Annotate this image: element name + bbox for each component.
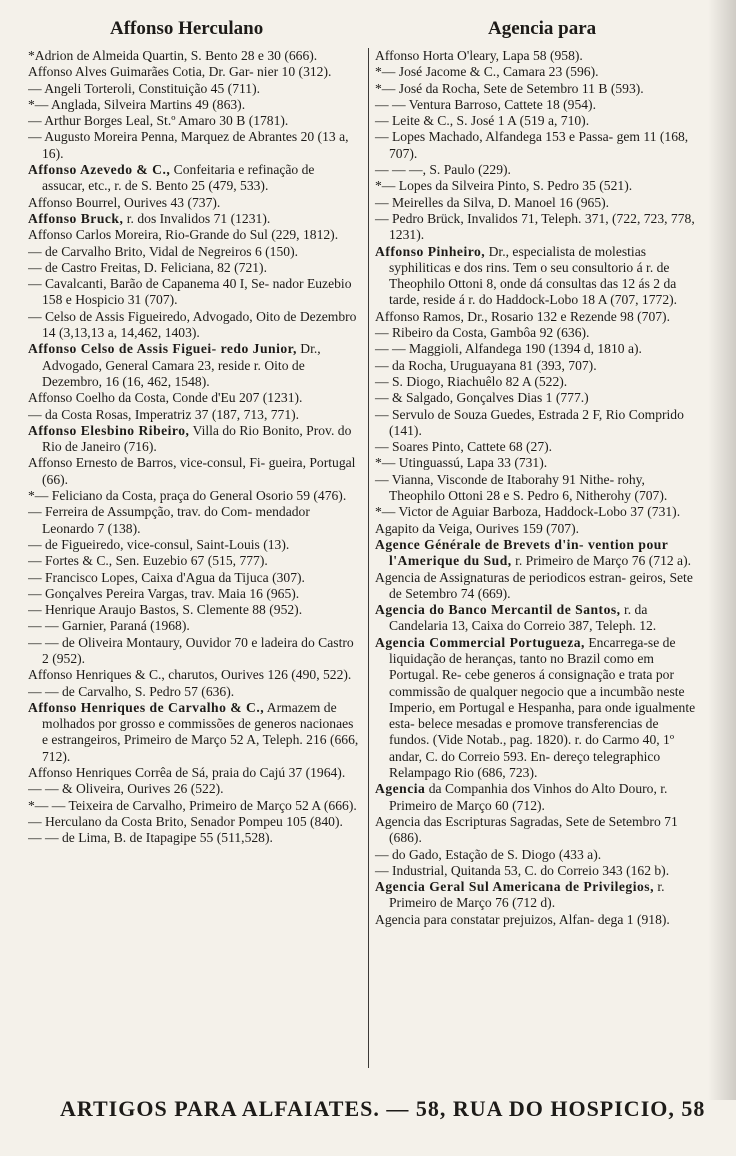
directory-entry xyxy=(28,113,360,129)
directory-entry xyxy=(28,455,360,488)
entry-text: — & Salgado, Gonçalves Dias 1 (777.) xyxy=(375,390,589,406)
directory-entry xyxy=(375,879,701,912)
entry-text: — Pedro Brück, Invalidos 71, Teleph. 371, (722, 723, 778, 1231). xyxy=(375,210,695,243)
entry-text: — da Rocha, Uruguayana 81 (393, 707). xyxy=(375,357,597,373)
entry-text: — — —, S. Paulo (229). xyxy=(375,162,511,178)
entry-text: da Companhia dos Vinhos do Alto Douro, r. Primeiro de Março 60 (712). xyxy=(389,781,668,813)
directory-entry xyxy=(375,781,701,814)
directory-entry xyxy=(28,700,360,765)
directory-entry xyxy=(28,309,360,342)
entry-text: *— — Teixeira de Carvalho, Primeiro de Março 52 A (666). xyxy=(28,797,357,813)
directory-entry xyxy=(375,178,701,194)
entry-text: — do Gado, Estação de S. Diogo (433 a). xyxy=(375,846,602,862)
entry-text: — da Costa Rosas, Imperatriz 37 (187, 713, 771). xyxy=(28,406,300,422)
directory-entry xyxy=(28,635,360,668)
directory-entry xyxy=(28,586,360,602)
entry-text: Encarrega-se de liquidação de heranças, tanto no Brazil como em Portugal. Re- cebe generos á consignação e trata por commissão de qualquer negocio que a incumbão neste Imperio, em Portugal e Hespanha, para onde igualmente esta- belece mesadas e promove transferencias de fundos. (Vide Notab., pag. 1820). r. do Carmo 40, 1º andar, C. do Correio 593. En- dereço telegraphico Relampago Rio (686, 723). xyxy=(389,634,696,781)
entry-text: — de Carvalho Brito, Vidal de Negreiros 6 (150). xyxy=(28,243,298,259)
directory-entry xyxy=(375,309,701,325)
directory-entry xyxy=(375,341,701,357)
entry-text: *— José Jacome & C., Camara 23 (596). xyxy=(375,64,599,80)
entry-text: *Adrion de Almeida Quartin, S. Bento 28 e 30 (666). xyxy=(28,48,318,63)
directory-entry xyxy=(375,162,701,178)
directory-entry xyxy=(375,407,701,440)
entry-name-bold: Affonso Pinheiro, xyxy=(375,243,486,259)
entry-text: r. Primeiro de Março 76 (712 a). xyxy=(511,553,692,569)
directory-entry xyxy=(28,129,360,162)
entry-text: Agencia das Escripturas Sagradas, Sete de Setembro 71 (686). xyxy=(375,813,678,846)
entry-text: — — & Oliveira, Ourives 26 (522). xyxy=(28,781,224,797)
entry-text: Villa do Rio Bonito, Prov. do Rio de Janeiro (716). xyxy=(42,422,352,455)
running-head-right: Agencia para xyxy=(488,18,597,39)
entry-text: — Lopes Machado, Alfandega 153 e Passa- gem 11 (168, 707). xyxy=(375,129,689,161)
directory-entry xyxy=(375,390,701,406)
directory-entry xyxy=(375,97,701,113)
running-head-left: Affonso Herculano xyxy=(110,18,264,39)
footer-advertisement: ARTIGOS PARA ALFAIATES. — 58, RUA DO HOSPICIO, 58 xyxy=(60,1096,706,1121)
directory-entry xyxy=(375,113,701,129)
entry-text: — de Castro Freitas, D. Feliciana, 82 (721). xyxy=(28,259,267,275)
entry-text: Agapito da Veiga, Ourives 159 (707). xyxy=(375,520,579,536)
entry-text: r. da Candelaria 13, Caixa do Correio 387, Teleph. 12. xyxy=(389,602,657,634)
entry-text: Dr., Advogado, General Camara 23, reside r. Oito de Dezembro, 16 (16, 462, 1548). xyxy=(42,341,321,389)
directory-entry xyxy=(375,814,701,847)
entry-text: — Celso de Assis Figueiredo, Advogado, Oito de Dezembro 14 (3,13,13 a, 14,462, 1403). xyxy=(28,308,357,341)
right-column xyxy=(368,48,701,1068)
directory-entry xyxy=(28,423,360,456)
directory-entry xyxy=(375,537,701,570)
entry-text: — — Garnier, Paraná (1968). xyxy=(28,618,190,634)
directory-entry xyxy=(28,618,360,634)
entry-text: Agencia para constatar prejuizos, Alfan- dega 1 (918). xyxy=(375,911,670,927)
directory-entry xyxy=(28,227,360,243)
directory-entry xyxy=(28,570,360,586)
directory-entry xyxy=(28,537,360,553)
directory-entry xyxy=(28,276,360,309)
entry-text: — Ribeiro da Costa, Gambôa 92 (636). xyxy=(375,325,590,341)
left-column xyxy=(28,48,360,1068)
entry-text: Affonso Bourrel, Ourives 43 (737). xyxy=(28,194,221,210)
directory-entry xyxy=(28,765,360,781)
entry-text: — Francisco Lopes, Caixa d'Agua da Tijuca (307). xyxy=(28,569,305,585)
directory-entry xyxy=(375,64,701,80)
entry-name-bold: Agence Générale de Brevets d'in- vention pour l'Amerique du Sud, xyxy=(375,536,669,569)
entry-name-bold: Agencia Commercial Portugueza, xyxy=(375,634,585,650)
entry-text: Affonso Ernesto de Barros, vice-consul, Fi- gueira, Portugal (66). xyxy=(28,455,356,487)
entry-name-bold: Affonso Azevedo & C., xyxy=(28,162,171,178)
entry-text: Affonso Alves Guimarães Cotia, Dr. Gar- nier 10 (312). xyxy=(28,64,332,80)
directory-entry xyxy=(375,570,701,603)
directory-entry xyxy=(28,830,360,846)
directory-entry xyxy=(28,684,360,700)
directory-entry xyxy=(375,455,701,471)
entry-text: — — Maggioli, Alfandega 190 (1394 d, 1810 a). xyxy=(375,341,642,357)
directory-entry xyxy=(28,341,360,390)
entry-name-bold: Agencia do Banco Mercantil de Santos, xyxy=(375,602,621,618)
directory-entry xyxy=(28,553,360,569)
page-header xyxy=(26,14,726,44)
entry-text: Affonso Henriques & C., charutos, Ourives 126 (490, 522). xyxy=(28,667,352,683)
entry-text: *— Feliciano da Costa, praça do General Osorio 59 (476). xyxy=(28,488,347,504)
directory-entry xyxy=(28,244,360,260)
entry-text: Affonso Ramos, Dr., Rosario 132 e Rezende 98 (707). xyxy=(375,308,670,324)
directory-entry xyxy=(28,407,360,423)
entry-text: Affonso Henriques Corrêa de Sá, praia do Cajú 37 (1964). xyxy=(28,765,346,781)
entry-text: — — Ventura Barroso, Cattete 18 (954). xyxy=(375,96,596,112)
entry-text: — Ferreira de Assumpção, trav. do Com- mendador Leonardo 7 (138). xyxy=(28,504,310,536)
directory-entry xyxy=(375,635,701,782)
directory-entry xyxy=(28,814,360,830)
directory-entry xyxy=(375,81,701,97)
directory-entry xyxy=(375,863,701,879)
directory-entry xyxy=(28,602,360,618)
directory-entry xyxy=(375,439,701,455)
entry-text: *— Lopes da Silveira Pinto, S. Pedro 35 (521). xyxy=(375,178,633,194)
directory-entry xyxy=(375,211,701,244)
entry-text: *— Anglada, Silveira Martins 49 (863). xyxy=(28,96,246,112)
directory-entry xyxy=(375,244,701,309)
directory-entry xyxy=(28,81,360,97)
directory-entry xyxy=(28,211,360,227)
entry-text: — Meirelles da Silva, D. Manoel 16 (965). xyxy=(375,194,610,210)
entry-text: — Angeli Torteroli, Constituição 45 (711). xyxy=(28,80,261,96)
directory-entry xyxy=(28,390,360,406)
entry-text: — Vianna, Visconde de Itaborahy 91 Nithe- rohy, Theophilo Ottoni 28 e S. Pedro 6, Nitherohy (707). xyxy=(375,471,668,504)
directory-entry xyxy=(28,162,360,195)
entry-text: Affonso Carlos Moreira, Rio-Grande do Sul (229, 1812). xyxy=(28,227,339,243)
entry-text: — — de Lima, B. de Itapagipe 55 (511,528). xyxy=(28,830,273,846)
entry-text: *— José da Rocha, Sete de Setembro 11 B (593). xyxy=(375,80,644,96)
directory-entry xyxy=(28,64,360,80)
directory-entry xyxy=(375,358,701,374)
entry-text: Agencia de Assignaturas de periodicos estran- geiros, Sete de Setembro 74 (669). xyxy=(375,569,693,601)
entry-name-bold: Affonso Elesbino Ribeiro, xyxy=(28,422,190,438)
entry-text: — Herculano da Costa Brito, Senador Pompeu 105 (840). xyxy=(28,813,343,829)
entry-text: — Leite & C., S. José 1 A (519 a, 710). xyxy=(375,113,590,129)
entry-text: r. dos Invalidos 71 (1231). xyxy=(123,210,271,226)
entry-name-bold: Affonso Celso de Assis Figuei- redo Junior, xyxy=(28,341,297,357)
entry-name-bold: Agencia Geral Sul Americana de Privilegios, xyxy=(375,879,654,895)
directory-entry xyxy=(375,521,701,537)
entry-text: — Arthur Borges Leal, St.º Amaro 30 B (1781). xyxy=(28,113,289,129)
entry-text: — Industrial, Quitanda 53, C. do Correio 343 (162 b). xyxy=(375,862,670,878)
entry-text: Confeitaria e refinação de assucar, etc., r. de S. Bento 25 (479, 533). xyxy=(42,162,315,194)
directory-entry xyxy=(28,97,360,113)
directory-entry xyxy=(375,129,701,162)
page-edge-shadow xyxy=(708,0,736,1100)
entry-text: Armazem de molhados por grosso e commissões de generos nacionaes e estrangeiros, Primeiro de Março 52 A, Teleph. 216 (666, 712). xyxy=(42,699,359,764)
directory-entry xyxy=(375,847,701,863)
directory-entry xyxy=(28,667,360,683)
directory-entry xyxy=(375,504,701,520)
entry-text: — — de Oliveira Montaury, Ouvidor 70 e ladeira do Castro 2 (952). xyxy=(28,634,354,666)
directory-entry xyxy=(375,374,701,390)
entry-text: *— Utinguassú, Lapa 33 (731). xyxy=(375,455,548,471)
directory-entry xyxy=(28,48,360,64)
entry-text: — de Figueiredo, vice-consul, Saint-Louis (13). xyxy=(28,536,290,552)
entry-text: — Gonçalves Pereira Vargas, trav. Maia 16 (965). xyxy=(28,585,300,601)
entry-name-bold: Affonso Henriques de Carvalho & C., xyxy=(28,699,265,715)
entry-text: r. Primeiro de Março 76 (712 d). xyxy=(389,879,665,911)
directory-entry xyxy=(28,781,360,797)
directory-entry xyxy=(28,488,360,504)
entry-name-bold: Agencia xyxy=(375,781,426,797)
entry-text: — Henrique Araujo Bastos, S. Clemente 88 (952). xyxy=(28,602,303,618)
entry-name-bold: Affonso Bruck, xyxy=(28,210,124,226)
directory-entry xyxy=(375,602,701,635)
directory-entry xyxy=(28,195,360,211)
directory-entry xyxy=(375,48,701,64)
directory-entry xyxy=(375,912,701,928)
entry-text: — Fortes & C., Sen. Euzebio 67 (515, 777). xyxy=(28,553,268,569)
directory-entry xyxy=(28,260,360,276)
entry-text: — Cavalcanti, Barão de Capanema 40 I, Se- nador Euzebio 158 e Hospicio 31 (707). xyxy=(28,276,352,308)
entry-text: *— Victor de Aguiar Barboza, Haddock-Lobo 37 (731). xyxy=(375,504,681,520)
entry-text: — Servulo de Souza Guedes, Estrada 2 F, Rio Comprido (141). xyxy=(375,406,684,438)
entry-text: Affonso Coelho da Costa, Conde d'Eu 207 (1231). xyxy=(28,390,303,406)
entry-text: Dr., especialista de molestias syphiliticas e dos rins. Tem o seu consultorio á r. de Theophilo Ottoni 8, onde dá consultas das 12 ás 2 da tarde, reside á r. do Haddock-Lobo 18 A (707, 1772). xyxy=(389,243,678,308)
directory-entry xyxy=(28,798,360,814)
directory-entry xyxy=(28,504,360,537)
directory-entry xyxy=(375,472,701,505)
entry-text: — Augusto Moreira Penna, Marquez de Abrantes 20 (13 a, 16). xyxy=(28,129,349,161)
entry-text: — — de Carvalho, S. Pedro 57 (636). xyxy=(28,683,235,699)
directory-entry xyxy=(375,195,701,211)
entry-text: Affonso Horta O'leary, Lapa 58 (958). xyxy=(375,48,583,63)
entry-text: — Soares Pinto, Cattete 68 (27). xyxy=(375,439,553,455)
directory-entry xyxy=(375,325,701,341)
entry-text: — S. Diogo, Riachuêlo 82 A (522). xyxy=(375,373,568,389)
